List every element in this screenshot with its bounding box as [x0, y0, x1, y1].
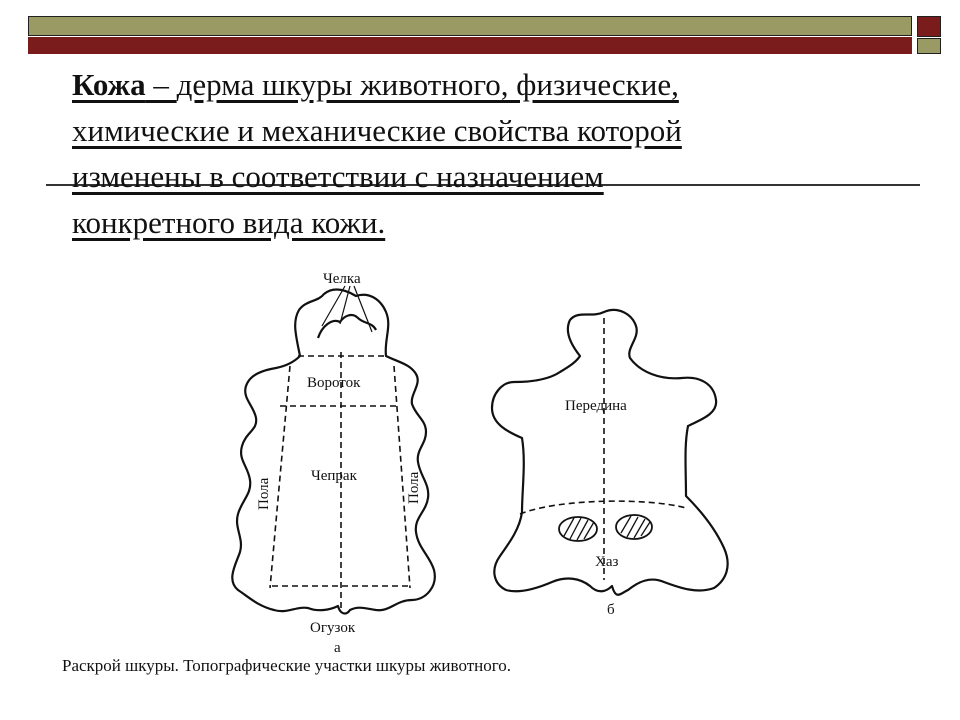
label-letter-b: б: [607, 602, 615, 618]
hide-a-line-pola-left: [270, 366, 290, 588]
corner-maroon-square: [917, 16, 941, 37]
chelka-pointer-3: [354, 286, 372, 332]
label-chelka: Челка: [323, 271, 361, 287]
definition-line-1: дерма шкуры животного, физические,: [176, 67, 679, 102]
definition-text: [72, 62, 852, 246]
hide-diagram-b: [492, 310, 728, 595]
hide-a-chelka-pointers: [322, 286, 372, 332]
label-letter-a: а: [334, 640, 341, 656]
hide-cutting-diagram: [220, 262, 760, 662]
hide-b-outline: [492, 310, 728, 595]
figure-caption: Раскрой шкуры. Топографические участки шкуры животного.: [62, 656, 512, 675]
hide-b-khaz-line: [520, 501, 686, 514]
hide-diagram-a: [232, 286, 434, 613]
definition-line-4: конкретного вида кожи.: [72, 205, 386, 240]
label-pola-right: Пола: [406, 471, 422, 504]
definition-line-3: изменены в соответствии с назначением: [72, 159, 604, 194]
definition-line-2: химические и механические свойства которой: [72, 113, 682, 148]
term-kozha: Кожа: [72, 67, 146, 102]
corner-olive-square: [917, 38, 941, 54]
label-khaz: Хаз: [595, 554, 619, 570]
label-vorotok: Вороток: [307, 375, 361, 391]
header-maroon-bar: [28, 37, 912, 54]
label-cheprak: Чепрак: [311, 468, 357, 484]
label-peredina: Передина: [565, 398, 627, 414]
label-oguzok: Огузок: [310, 620, 356, 636]
label-pola-left: Пола: [256, 477, 272, 510]
hide-a-outline: [232, 290, 434, 614]
hide-b-hatched-spots: [559, 515, 652, 541]
header-olive-bar: [28, 16, 912, 36]
definition-dash: –: [145, 67, 177, 102]
